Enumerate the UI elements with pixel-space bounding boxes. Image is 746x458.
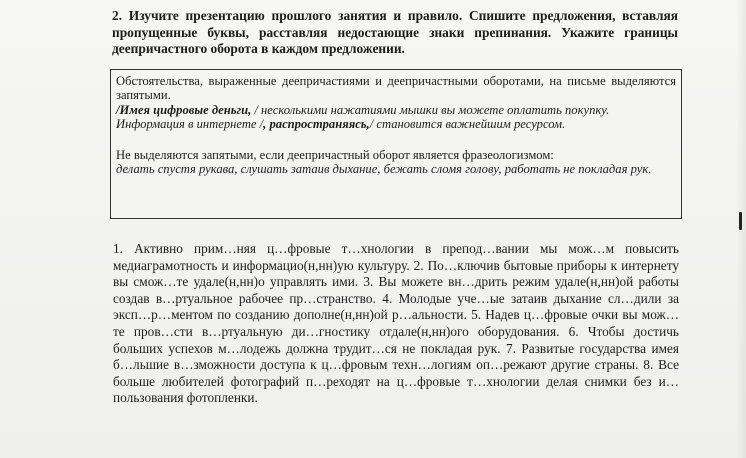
rule-exception-text: Не выделяются запятыми, если деепричастный оборот является фразеологизмом: [116,147,554,162]
page-edge-mark [739,212,742,230]
exercise-sentences: 1. Активно прим…няя ц…фровые т…хнологии в препод…вании мы мож…м повысить медиаграмотность и информацио(н,нн)ую культуру. 2. По…ключив бытовые приборы к интернету вы смож…те удале(н,нн)о управлять ими. 3. Вы можете вн…дрить режим удале(н,нн)ой работы создав в…ртуальное рабочее пр…странство. 4. Молодые уче…ые затаив дыхание сл…дили за эксп…р…ментом по созданию дополне(н,нн)ой р…альности. 5. Надев ц…фровые очки вы мож…те пров…сти в…ртуальную ди…гностику отдале(н,нн)ого оборудования. 6. Чтобы достичь больших успехов м…лодежь должна трудит…ся не покладая рук. 7. Развитые государства имея б…льшие в…зможности доступа к ц…фровым техн…логиям оп…режают другие страны. 8. Все больше любителей фотографий п…реходят на ц…фровые т…хнологии делая снимки без и…пользования фотопленки. [113,241,679,406]
rule-example-2 [116,117,676,131]
rule-example-2-start: Информация в интернете / [116,117,264,132]
rule-box [110,69,682,219]
spacer [116,132,676,148]
exercise-text [113,241,679,407]
rule-example-1-phrase: /Имея цифровые деньги, [116,102,252,117]
rule-text: Обстоятельства, выраженные деепричастиями и деепричастными оборотами, на письме выделяются запятыми. [116,74,676,103]
rule-example-1-rest: / несколькими нажатиями мышки вы можете оплатить покупку. [251,102,610,117]
rule-example-2-end: / становится важнейшим ресурсом. [369,117,566,132]
rule-example-2-phrase: , распространяясь, [263,117,370,132]
task-heading: 2. Изучите презентацию прошлого занятия и правило. Спишите предложения, вставляя пропущенные буквы, расставляя недостающие знаки препинания. Укажите границы деепричастного оборота в каждом предложении. [112,8,678,56]
rule-idioms-list: делать спустя рукава, слушать затаив дыхание, бежать сломя голову, работать не покладая рук. [116,162,652,177]
rule-example-1 [116,103,676,117]
